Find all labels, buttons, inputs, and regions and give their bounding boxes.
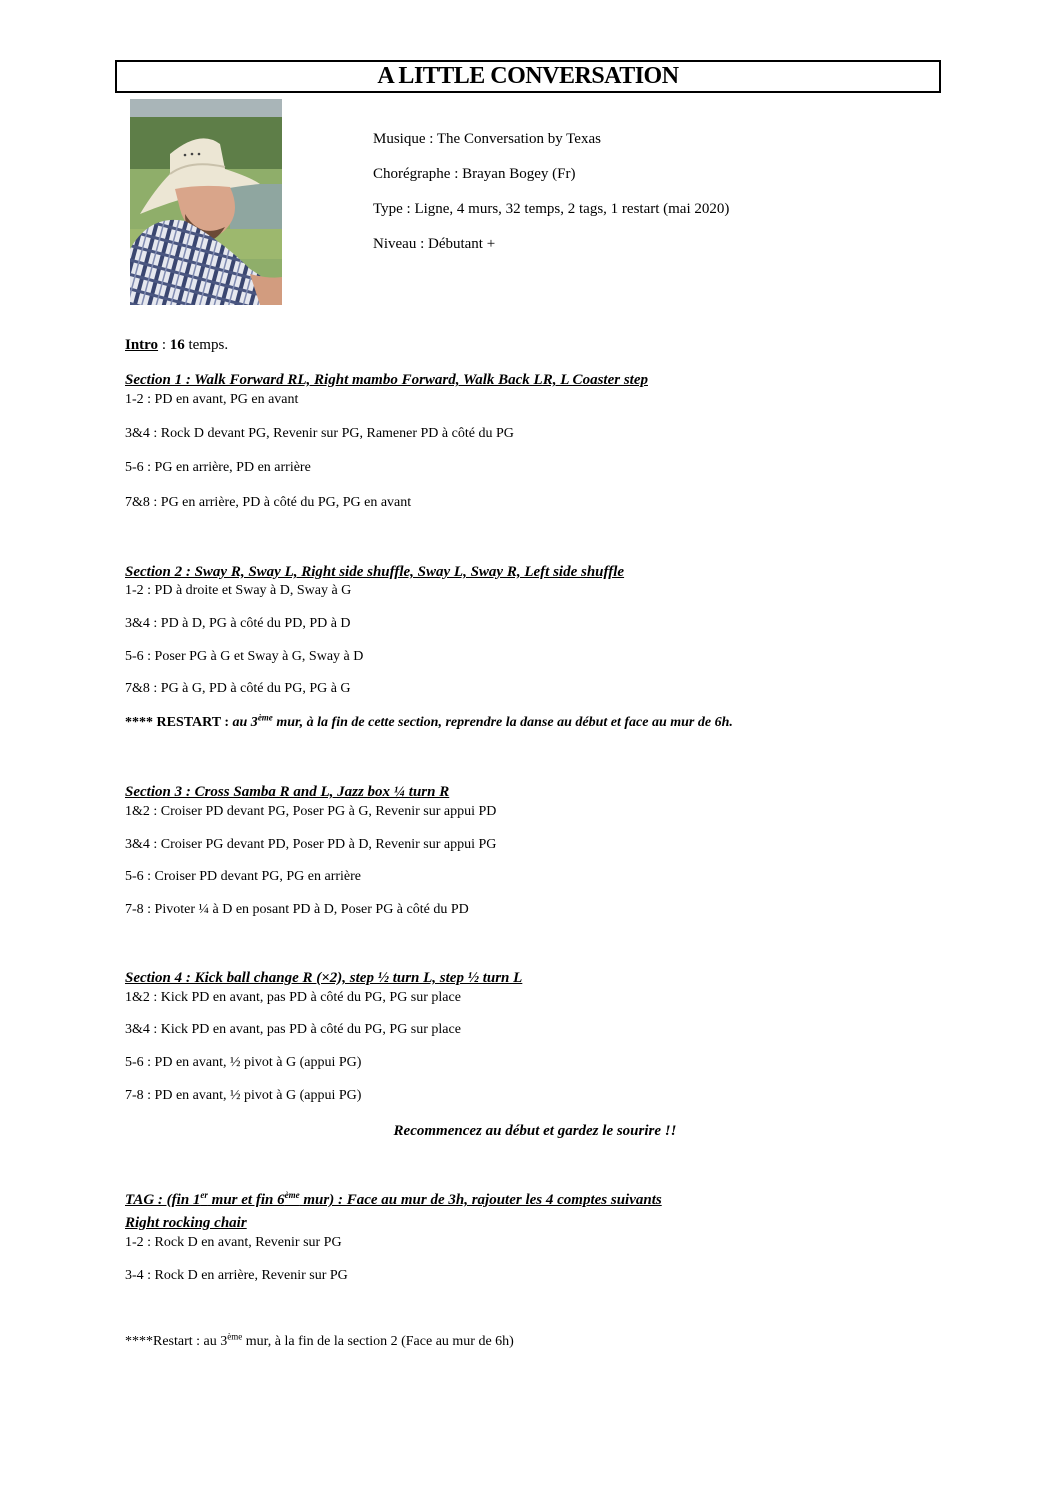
section-1-step: 1-2 : PD en avant, PG en avant (125, 392, 299, 407)
restart-label: **** RESTART : (125, 715, 233, 730)
choreographer-photo (130, 99, 282, 305)
tag-title-part2: mur et fin 6 (207, 1192, 285, 1208)
section-3-step: 5-6 : Croiser PD devant PG, PG en arrière (125, 869, 362, 884)
footer-note-sup: ème (227, 1331, 243, 1342)
footer-note-before: ****Restart : au 3 (125, 1334, 228, 1349)
section-2-step: 1-2 : PD à droite et Sway à D, Sway à G (125, 583, 352, 598)
section-3-step: 3&4 : Croiser PG devant PD, Poser PD à D, Revenir sur appui PG (125, 837, 497, 852)
info-musique: Musique : The Conversation by Texas (373, 131, 601, 147)
page-title: A LITTLE CONVERSATION (377, 63, 679, 89)
intro-sep: : (158, 337, 170, 353)
tag-step: 1-2 : Rock D en avant, Revenir sur PG (125, 1235, 342, 1250)
section-4-step: 5-6 : PD en avant, ½ pivot à G (appui PG) (125, 1055, 362, 1070)
intro-unit: temps. (184, 337, 229, 353)
info-choregraphe: Chorégraphe : Brayan Bogey (Fr) (373, 166, 576, 182)
restart-sup: ème (257, 712, 273, 723)
restart-note (125, 712, 733, 731)
section-1-step: 3&4 : Rock D devant PG, Revenir sur PG, Ramener PD à côté du PG (125, 426, 514, 441)
section-4-step: 7-8 : PD en avant, ½ pivot à G (appui PG) (125, 1088, 362, 1103)
section-3-title: Section 3 : Cross Samba R and L, Jazz box ¼ turn R (125, 784, 450, 800)
closing-note: Recommencez au début et gardez le sourire !! (393, 1123, 677, 1139)
intro-count: 16 (169, 337, 185, 353)
section-4-title: Section 4 : Kick ball change R (×2), step ½ turn L, step ½ turn L (125, 970, 523, 986)
tag-title (125, 1192, 662, 1209)
tag-subtitle: Right rocking chair (125, 1215, 247, 1231)
section-1-title: Section 1 : Walk Forward RL, Right mambo Forward, Walk Back LR, L Coaster step (125, 372, 648, 388)
footer-restart-note (125, 1331, 514, 1350)
tag-step: 3-4 : Rock D en arrière, Revenir sur PG (125, 1268, 348, 1283)
info-niveau: Niveau : Débutant + (373, 236, 496, 252)
section-3-step: 1&2 : Croiser PD devant PG, Poser PG à G, Revenir sur appui PD (125, 804, 497, 819)
section-2-title: Section 2 : Sway R, Sway L, Right side shuffle, Sway L, Sway R, Left side shuffle (125, 564, 625, 580)
tag-title-part1: TAG : (fin 1 (125, 1192, 201, 1208)
section-4-step: 3&4 : Kick PD en avant, pas PD à côté du PG, PG sur place (125, 1022, 461, 1037)
intro-line (125, 337, 228, 354)
title-box (115, 60, 941, 93)
footer-note-after: mur, à la fin de la section 2 (Face au mur de 6h) (242, 1334, 514, 1349)
tag-sup1: er (200, 1190, 208, 1200)
section-2-step: 3&4 : PD à D, PG à côté du PD, PD à D (125, 616, 351, 631)
restart-text-before: au 3 (232, 715, 258, 730)
intro-label: Intro (125, 337, 159, 353)
photo-image (130, 99, 282, 305)
section-1-step: 5-6 : PG en arrière, PD en arrière (125, 460, 311, 475)
restart-text-after: mur, à la fin de cette section, reprendre la danse au début et face au mur de 6h. (272, 715, 733, 730)
info-type: Type : Ligne, 4 murs, 32 temps, 2 tags, 1 restart (mai 2020) (373, 201, 730, 217)
section-4-step: 1&2 : Kick PD en avant, pas PD à côté du PG, PG sur place (125, 990, 461, 1005)
section-2-step: 7&8 : PG à G, PD à côté du PG, PG à G (125, 681, 351, 696)
tag-sup2: ème (284, 1190, 300, 1200)
dance-info (373, 128, 729, 268)
section-1-step: 7&8 : PG en arrière, PD à côté du PG, PG en avant (125, 495, 412, 510)
tag-title-part3: mur) : Face au mur de 3h, rajouter les 4 comptes suivants (299, 1192, 662, 1208)
section-2-step: 5-6 : Poser PG à G et Sway à G, Sway à D (125, 649, 364, 664)
section-3-step: 7-8 : Pivoter ¼ à D en posant PD à D, Poser PG à côté du PD (125, 902, 469, 917)
